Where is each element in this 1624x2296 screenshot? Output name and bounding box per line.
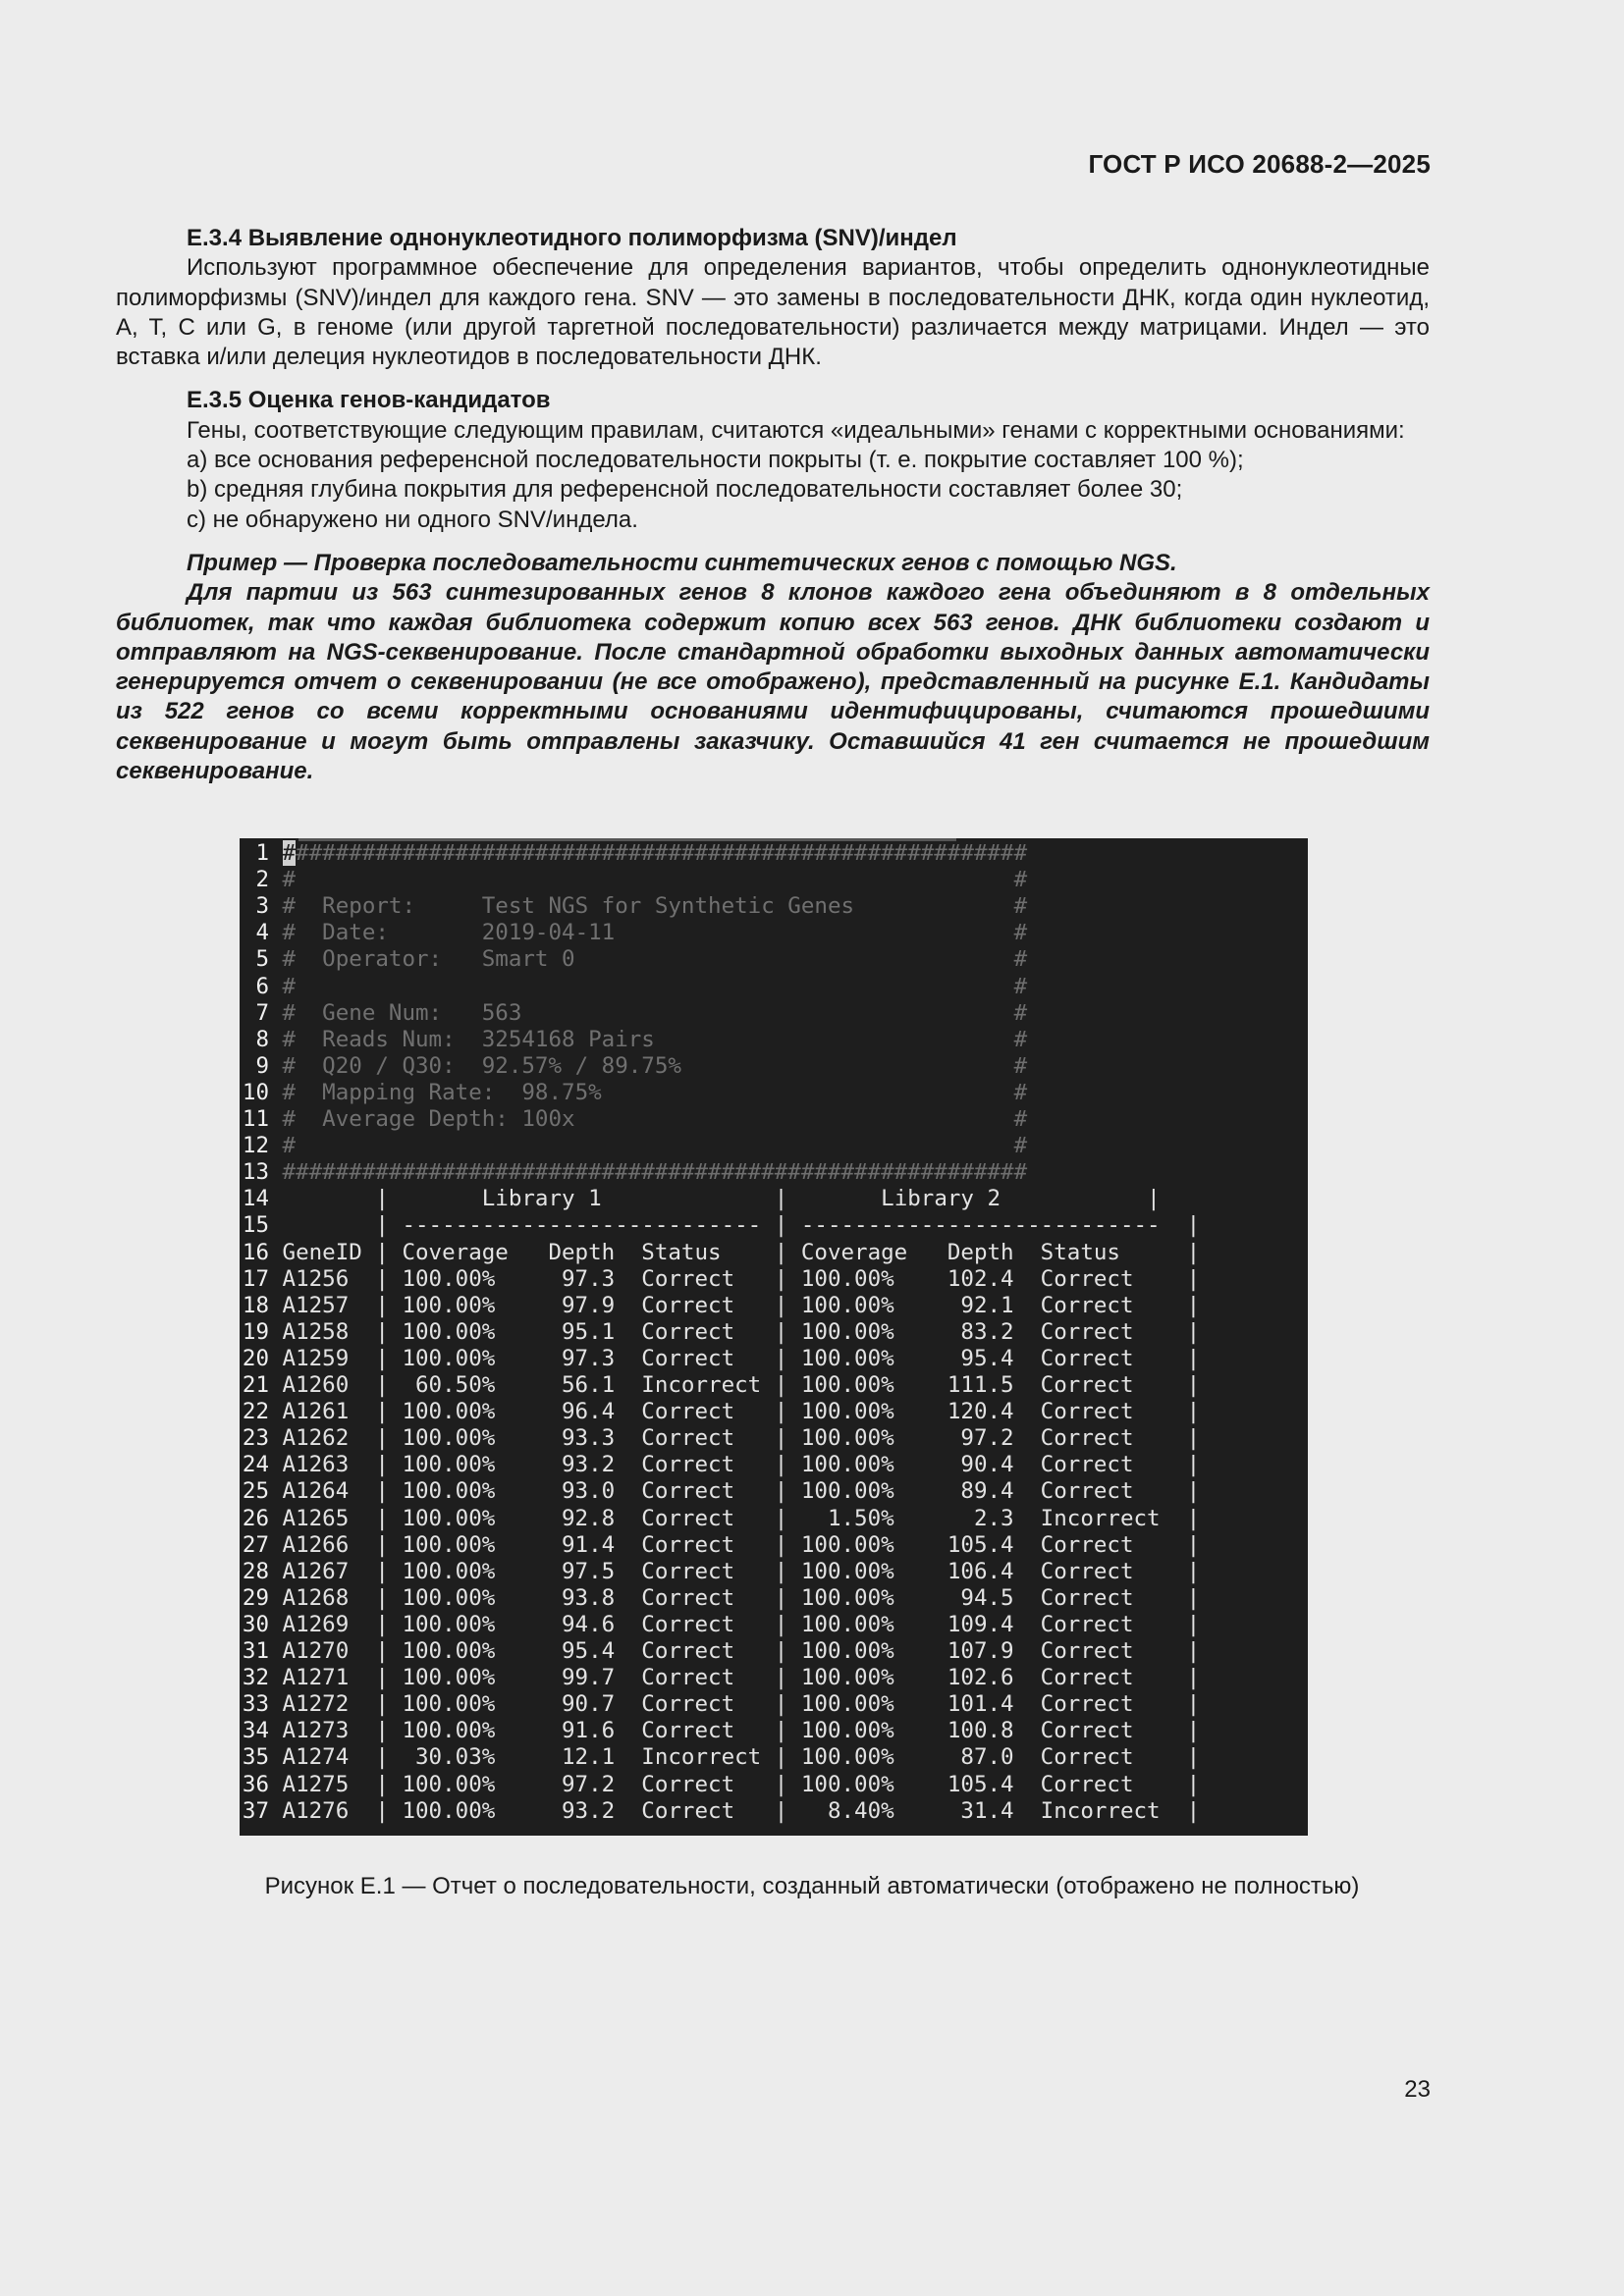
page-number: 23 [1404, 2076, 1431, 2103]
table-row [240, 1506, 1200, 1532]
table-row [240, 1425, 1200, 1452]
hash-border: # [282, 1052, 297, 1079]
line-number: 16 [242, 1239, 269, 1265]
table-row-text: A1268 | 100.00% 93.8 Correct | 100.00% 94.5 Correct | [282, 1584, 1201, 1611]
table-row [240, 1691, 1200, 1718]
report-header-text: Operator: Smart 0 [296, 946, 1014, 973]
report-border-line [240, 1159, 1027, 1186]
line-number: 29 [242, 1584, 269, 1611]
line-number: 18 [242, 1292, 269, 1318]
section-heading-e34: Е.3.4 Выявление однонуклеотидного полиморфизма (SNV)/индел [187, 225, 957, 251]
table-row-text: A1274 | 30.03% 12.1 Incorrect | 100.00% 87.0 Correct | [282, 1744, 1201, 1771]
line-number: 30 [242, 1611, 269, 1637]
library-2-title: Library 2 [881, 1186, 1120, 1212]
table-row [240, 1772, 1200, 1798]
report-header-line [240, 1000, 1027, 1027]
hash-border: # [282, 973, 297, 999]
report-border-line [240, 840, 1027, 867]
table-row [240, 1452, 1200, 1478]
report-header-line [240, 1027, 1027, 1053]
line-number: 10 [242, 1079, 269, 1105]
report-header-text: Report: Test NGS for Synthetic Genes [296, 893, 1014, 920]
table-row [240, 1346, 1200, 1372]
line-number: 6 [255, 973, 269, 999]
line-number: 33 [242, 1691, 269, 1718]
hash-border: # [1013, 1026, 1028, 1052]
table-row [240, 1718, 1200, 1744]
document-code: ГОСТ Р ИСО 20688-2—2025 [1088, 149, 1431, 179]
report-text: | [282, 1186, 482, 1212]
line-number: 8 [255, 1026, 269, 1052]
rule-item: b) средняя глубина покрытия для референсной последовательности составляет более 30; [187, 476, 1183, 504]
report-header-text: Q20 / Q30: 92.57% / 89.75% [296, 1052, 1014, 1079]
hash-border: # [1013, 1133, 1028, 1159]
table-row-text: A1262 | 100.00% 93.3 Correct | 100.00% 97.2 Correct | [282, 1425, 1201, 1452]
section-e34-paragraph: Используют программное обеспечение для определения вариантов, чтобы определить однонуклеотидные полиморфизмы (SNV)/индел для каждого гена. SNV — это замены в последовательности ДНК, когда один нуклеотид, A, T, C или G, в геноме (или другой таргетной последовательности) различается между матрицами. Индел — это вставка и/или делеция нуклеотидов в последовательности ДНК. [116, 254, 1430, 371]
line-number: 24 [242, 1452, 269, 1478]
sequencing-report-screenshot [240, 838, 1308, 1836]
report-header-line [240, 1080, 1027, 1106]
report-header-line [240, 1106, 1027, 1133]
rule-item: a) все основания референсной последовательности покрыты (т. е. покрытие составляет 100 %); [187, 447, 1244, 474]
table-row [240, 1612, 1200, 1638]
table-row [240, 1266, 1200, 1293]
report-header-text [296, 1133, 1014, 1158]
line-number: 7 [255, 999, 269, 1026]
table-row [240, 1638, 1200, 1665]
hash-border: ######################################################## [282, 1159, 1028, 1186]
library-title-line [240, 1186, 1161, 1212]
table-row-text: A1261 | 100.00% 96.4 Correct | 100.00% 120.4 Correct | [282, 1399, 1201, 1425]
table-row [240, 1744, 1200, 1771]
line-number: 37 [242, 1797, 269, 1824]
rule-item: c) не обнаружено ни одного SNV/индела. [187, 506, 638, 533]
table-row-text: A1265 | 100.00% 92.8 Correct | 1.50% 2.3 Incorrect | [282, 1505, 1201, 1531]
line-number: 22 [242, 1399, 269, 1425]
column-header-line [240, 1240, 1200, 1266]
table-row [240, 1798, 1200, 1825]
line-number: 15 [242, 1212, 269, 1239]
report-header-text: Gene Num: 563 [296, 999, 1014, 1026]
report-text: | [1120, 1186, 1161, 1212]
hash-border: # [1013, 867, 1028, 893]
table-row-text: A1273 | 100.00% 91.6 Correct | 100.00% 100.8 Correct | [282, 1718, 1201, 1744]
body-text [116, 224, 1430, 786]
hash-border: # [282, 999, 297, 1026]
table-row-text: A1272 | 100.00% 90.7 Correct | 100.00% 101.4 Correct | [282, 1691, 1201, 1718]
report-header-line [240, 974, 1027, 1000]
line-number: 31 [242, 1638, 269, 1664]
table-row [240, 1372, 1200, 1399]
hash-border: # [282, 1079, 297, 1105]
hash-border: ####################################################### [296, 840, 1028, 866]
table-row-text: A1270 | 100.00% 95.4 Correct | 100.00% 107.9 Correct | [282, 1638, 1201, 1664]
hash-border: # [1013, 1052, 1028, 1079]
line-number: 36 [242, 1771, 269, 1797]
table-row-text: A1271 | 100.00% 99.7 Correct | 100.00% 102.6 Correct | [282, 1665, 1201, 1691]
line-number: 23 [242, 1425, 269, 1452]
line-number: 9 [255, 1052, 269, 1079]
text-cursor: # [282, 840, 297, 866]
report-header-line [240, 1133, 1027, 1159]
line-number: 3 [255, 893, 269, 920]
table-row-text: A1275 | 100.00% 97.2 Correct | 100.00% 105.4 Correct | [282, 1771, 1201, 1797]
line-number: 11 [242, 1106, 269, 1132]
table-row-text: A1258 | 100.00% 95.1 Correct | 100.00% 83.2 Correct | [282, 1318, 1201, 1345]
hash-border: # [1013, 1079, 1028, 1105]
table-row [240, 1399, 1200, 1425]
hash-border: # [282, 893, 297, 920]
table-row [240, 1532, 1200, 1559]
table-row-text: A1269 | 100.00% 94.6 Correct | 100.00% 109.4 Correct | [282, 1611, 1201, 1637]
table-row-text: A1260 | 60.50% 56.1 Incorrect | 100.00% 111.5 Correct | [282, 1372, 1201, 1398]
hash-border: # [1013, 946, 1028, 973]
table-row [240, 1665, 1200, 1691]
hash-border: # [282, 1106, 297, 1132]
report-header-text [296, 974, 1014, 999]
section-e35-intro: Гены, соответствующие следующим правилам, считаются «идеальными» генами с корректными основаниями: [187, 416, 1405, 444]
hash-border: # [1013, 920, 1028, 946]
hash-border: # [282, 867, 297, 893]
hash-border: # [282, 920, 297, 946]
line-number: 14 [242, 1186, 269, 1212]
table-row-text: A1266 | 100.00% 91.4 Correct | 100.00% 105.4 Correct | [282, 1531, 1201, 1558]
line-number: 20 [242, 1345, 269, 1371]
table-row [240, 1559, 1200, 1585]
line-number: 12 [242, 1133, 269, 1159]
hash-border: # [282, 1133, 297, 1159]
report-header-line [240, 920, 1027, 946]
table-row-text: A1256 | 100.00% 97.3 Correct | 100.00% 102.4 Correct | [282, 1265, 1201, 1292]
hash-border: # [1013, 1106, 1028, 1132]
report-header-line [240, 867, 1027, 893]
line-number: 32 [242, 1665, 269, 1691]
line-number: 19 [242, 1318, 269, 1345]
hash-border: # [282, 1026, 297, 1052]
separator-line [240, 1212, 1200, 1239]
table-row [240, 1293, 1200, 1319]
line-number: 26 [242, 1505, 269, 1531]
line-number: 2 [255, 867, 269, 893]
report-header-line [240, 1053, 1027, 1080]
line-number: 21 [242, 1372, 269, 1398]
table-row-text: A1264 | 100.00% 93.0 Correct | 100.00% 89.4 Correct | [282, 1478, 1201, 1505]
line-number: 5 [255, 946, 269, 973]
hash-border: # [1013, 999, 1028, 1026]
table-row [240, 1319, 1200, 1346]
table-row-text: A1257 | 100.00% 97.9 Correct | 100.00% 92.1 Correct | [282, 1292, 1201, 1318]
section-heading-e35: Е.3.5 Оценка генов-кандидатов [187, 387, 551, 414]
library-1-title: Library 1 [481, 1186, 722, 1212]
hash-border: # [1013, 893, 1028, 920]
report-header-text: Mapping Rate: 98.75% [296, 1079, 1014, 1105]
example-text: Для партии из 563 синтезированных генов 8 клонов каждого гена объединяют в 8 отдельных библиотек, так что каждая библиотека содержит копию всех 563 генов. ДНК библиотеки создают и отправляют на NGS-секвенирование. После стандартной обработки выходных данных автоматически генерируется отчет о секвенировании (не все отображено), представленный на рисунке Е.1. Кандидаты из 522 генов со всеми корректными основаниями идентифицированы, считаются прошедшими секвенирование и могут быть отправлены заказчику. Оставшийся 41 ген считается не прошедшим секвенирование. [116, 579, 1430, 785]
table-row [240, 1585, 1200, 1612]
column-headers: GeneID | Coverage Depth Status | Coverage Depth Status | [282, 1239, 1201, 1265]
line-number: 1 [255, 840, 269, 866]
report-text: | [721, 1186, 882, 1212]
line-number: 4 [255, 920, 269, 946]
line-number: 17 [242, 1265, 269, 1292]
hash-border: # [282, 946, 297, 973]
separator: | --------------------------- | --------------------------- | [282, 1212, 1201, 1239]
table-row-text: A1267 | 100.00% 97.5 Correct | 100.00% 106.4 Correct | [282, 1558, 1201, 1584]
line-number: 28 [242, 1558, 269, 1584]
table-row-text: A1276 | 100.00% 93.2 Correct | 8.40% 31.4 Incorrect | [282, 1797, 1201, 1824]
hash-border: # [1013, 973, 1028, 999]
report-header-text: Date: 2019-04-11 [296, 920, 1014, 946]
figure-caption: Рисунок Е.1 — Отчет о последовательности, созданный автоматически (отображено не полностью) [264, 1873, 1360, 1899]
table-row [240, 1478, 1200, 1505]
table-row-text: A1259 | 100.00% 97.3 Correct | 100.00% 95.4 Correct | [282, 1345, 1201, 1371]
table-row-text: A1263 | 100.00% 93.2 Correct | 100.00% 90.4 Correct | [282, 1452, 1201, 1478]
line-number: 34 [242, 1718, 269, 1744]
report-header-text [296, 867, 1014, 892]
line-number: 35 [242, 1744, 269, 1771]
report-header-text: Reads Num: 3254168 Pairs [296, 1026, 1014, 1052]
line-number: 13 [242, 1159, 269, 1186]
report-header-line [240, 893, 1027, 920]
report-header-line [240, 946, 1027, 973]
report-header-text: Average Depth: 100x [296, 1106, 1014, 1132]
line-number: 27 [242, 1531, 269, 1558]
example-title: Пример — Проверка последовательности синтетических генов с помощью NGS. [187, 549, 1177, 576]
line-number: 25 [242, 1478, 269, 1505]
